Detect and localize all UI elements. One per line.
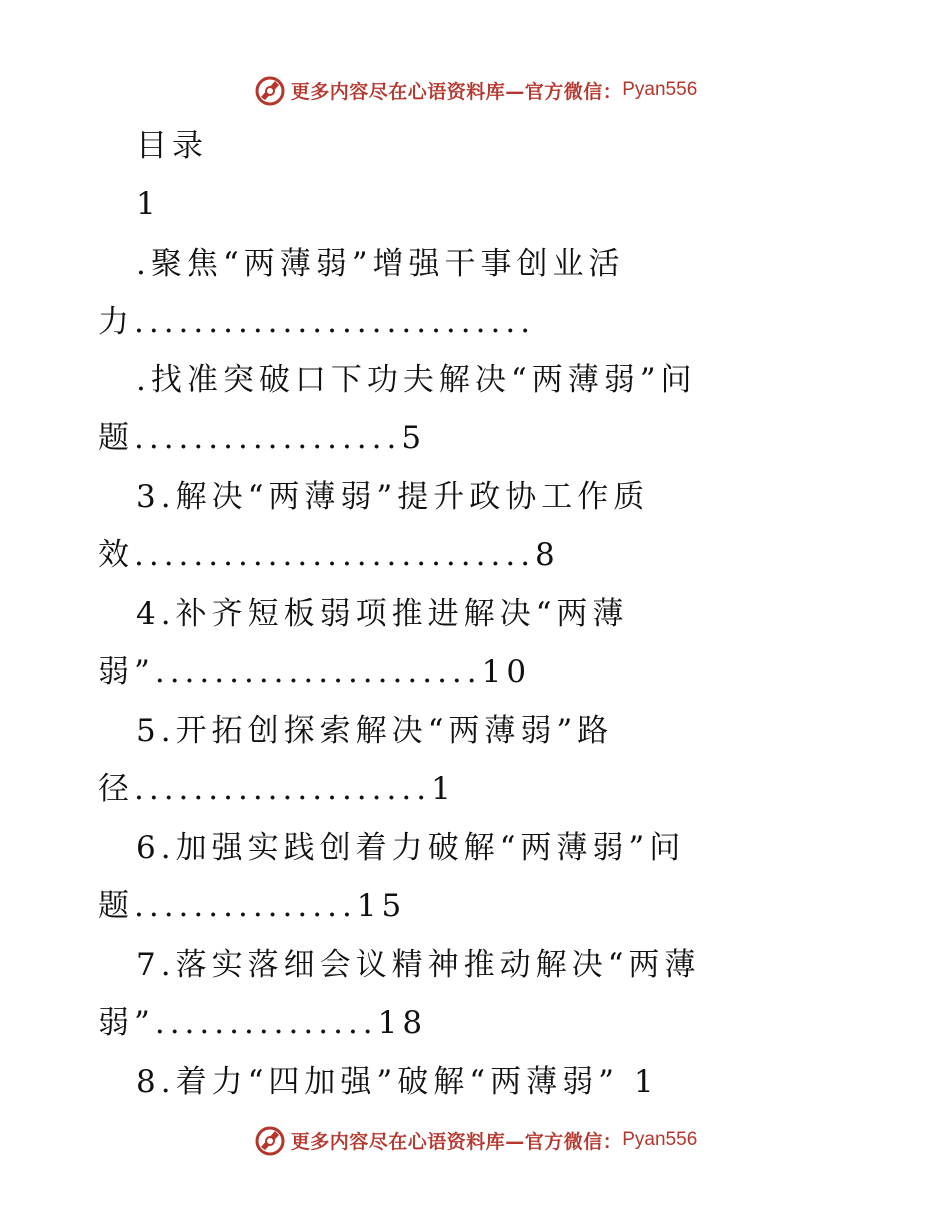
footer-banner (0, 1120, 950, 1160)
toc-entry-8-line-1: 8.着力“四加强”破解“两薄弱” 1 (136, 1064, 659, 1100)
toc-entry-7-line-2: 弱”...............18 (98, 1005, 428, 1041)
toc-entry-4-line-1: 4.补齐短板弱项推进解决“两薄 (136, 596, 629, 632)
toc-entry-3-line-1: 3.解决“两薄弱”提升政协工作质 (136, 479, 650, 515)
toc-entry-2-line-2: 题..................5 (98, 420, 427, 456)
toc-title: 目录 (136, 128, 208, 164)
toc-entry-5-line-2: 径....................1 (98, 771, 456, 807)
toc-entry-5-line-1: 5.开拓创探索解决“两薄弱”路 (136, 713, 614, 749)
toc-entry-7-line-1: 7.落实落细会议精神推动解决“两薄 (136, 947, 701, 983)
banner-text: 更多内容尽在心语资料库—官方微信： (290, 1130, 623, 1153)
toc-entry-1-line-2: 力........................... (98, 304, 536, 340)
header-banner (0, 70, 950, 110)
toc-entry-1-line-1: .聚焦“两薄弱”增强干事创业活 (136, 246, 625, 282)
toc-entry-6-line-1: 6.加强实践创着力破解“两薄弱”问 (136, 830, 686, 866)
toc-entry-6-line-2: 题...............15 (98, 888, 407, 924)
toc-entry-2-line-1: .找准突破口下功夫解决“两薄弱”问 (136, 362, 697, 398)
banner-account: Pyan556 (622, 1129, 698, 1150)
pen-swirl-logo-icon (253, 73, 287, 107)
pen-swirl-logo-icon (253, 1123, 287, 1157)
toc-entry-3-line-2: 效...........................8 (98, 537, 560, 573)
toc-number: 1 (136, 186, 161, 222)
toc-entry-4-line-2: 弱”......................10 (98, 654, 532, 690)
banner-account: Pyan556 (622, 79, 698, 100)
banner-text: 更多内容尽在心语资料库—官方微信： (290, 80, 623, 103)
